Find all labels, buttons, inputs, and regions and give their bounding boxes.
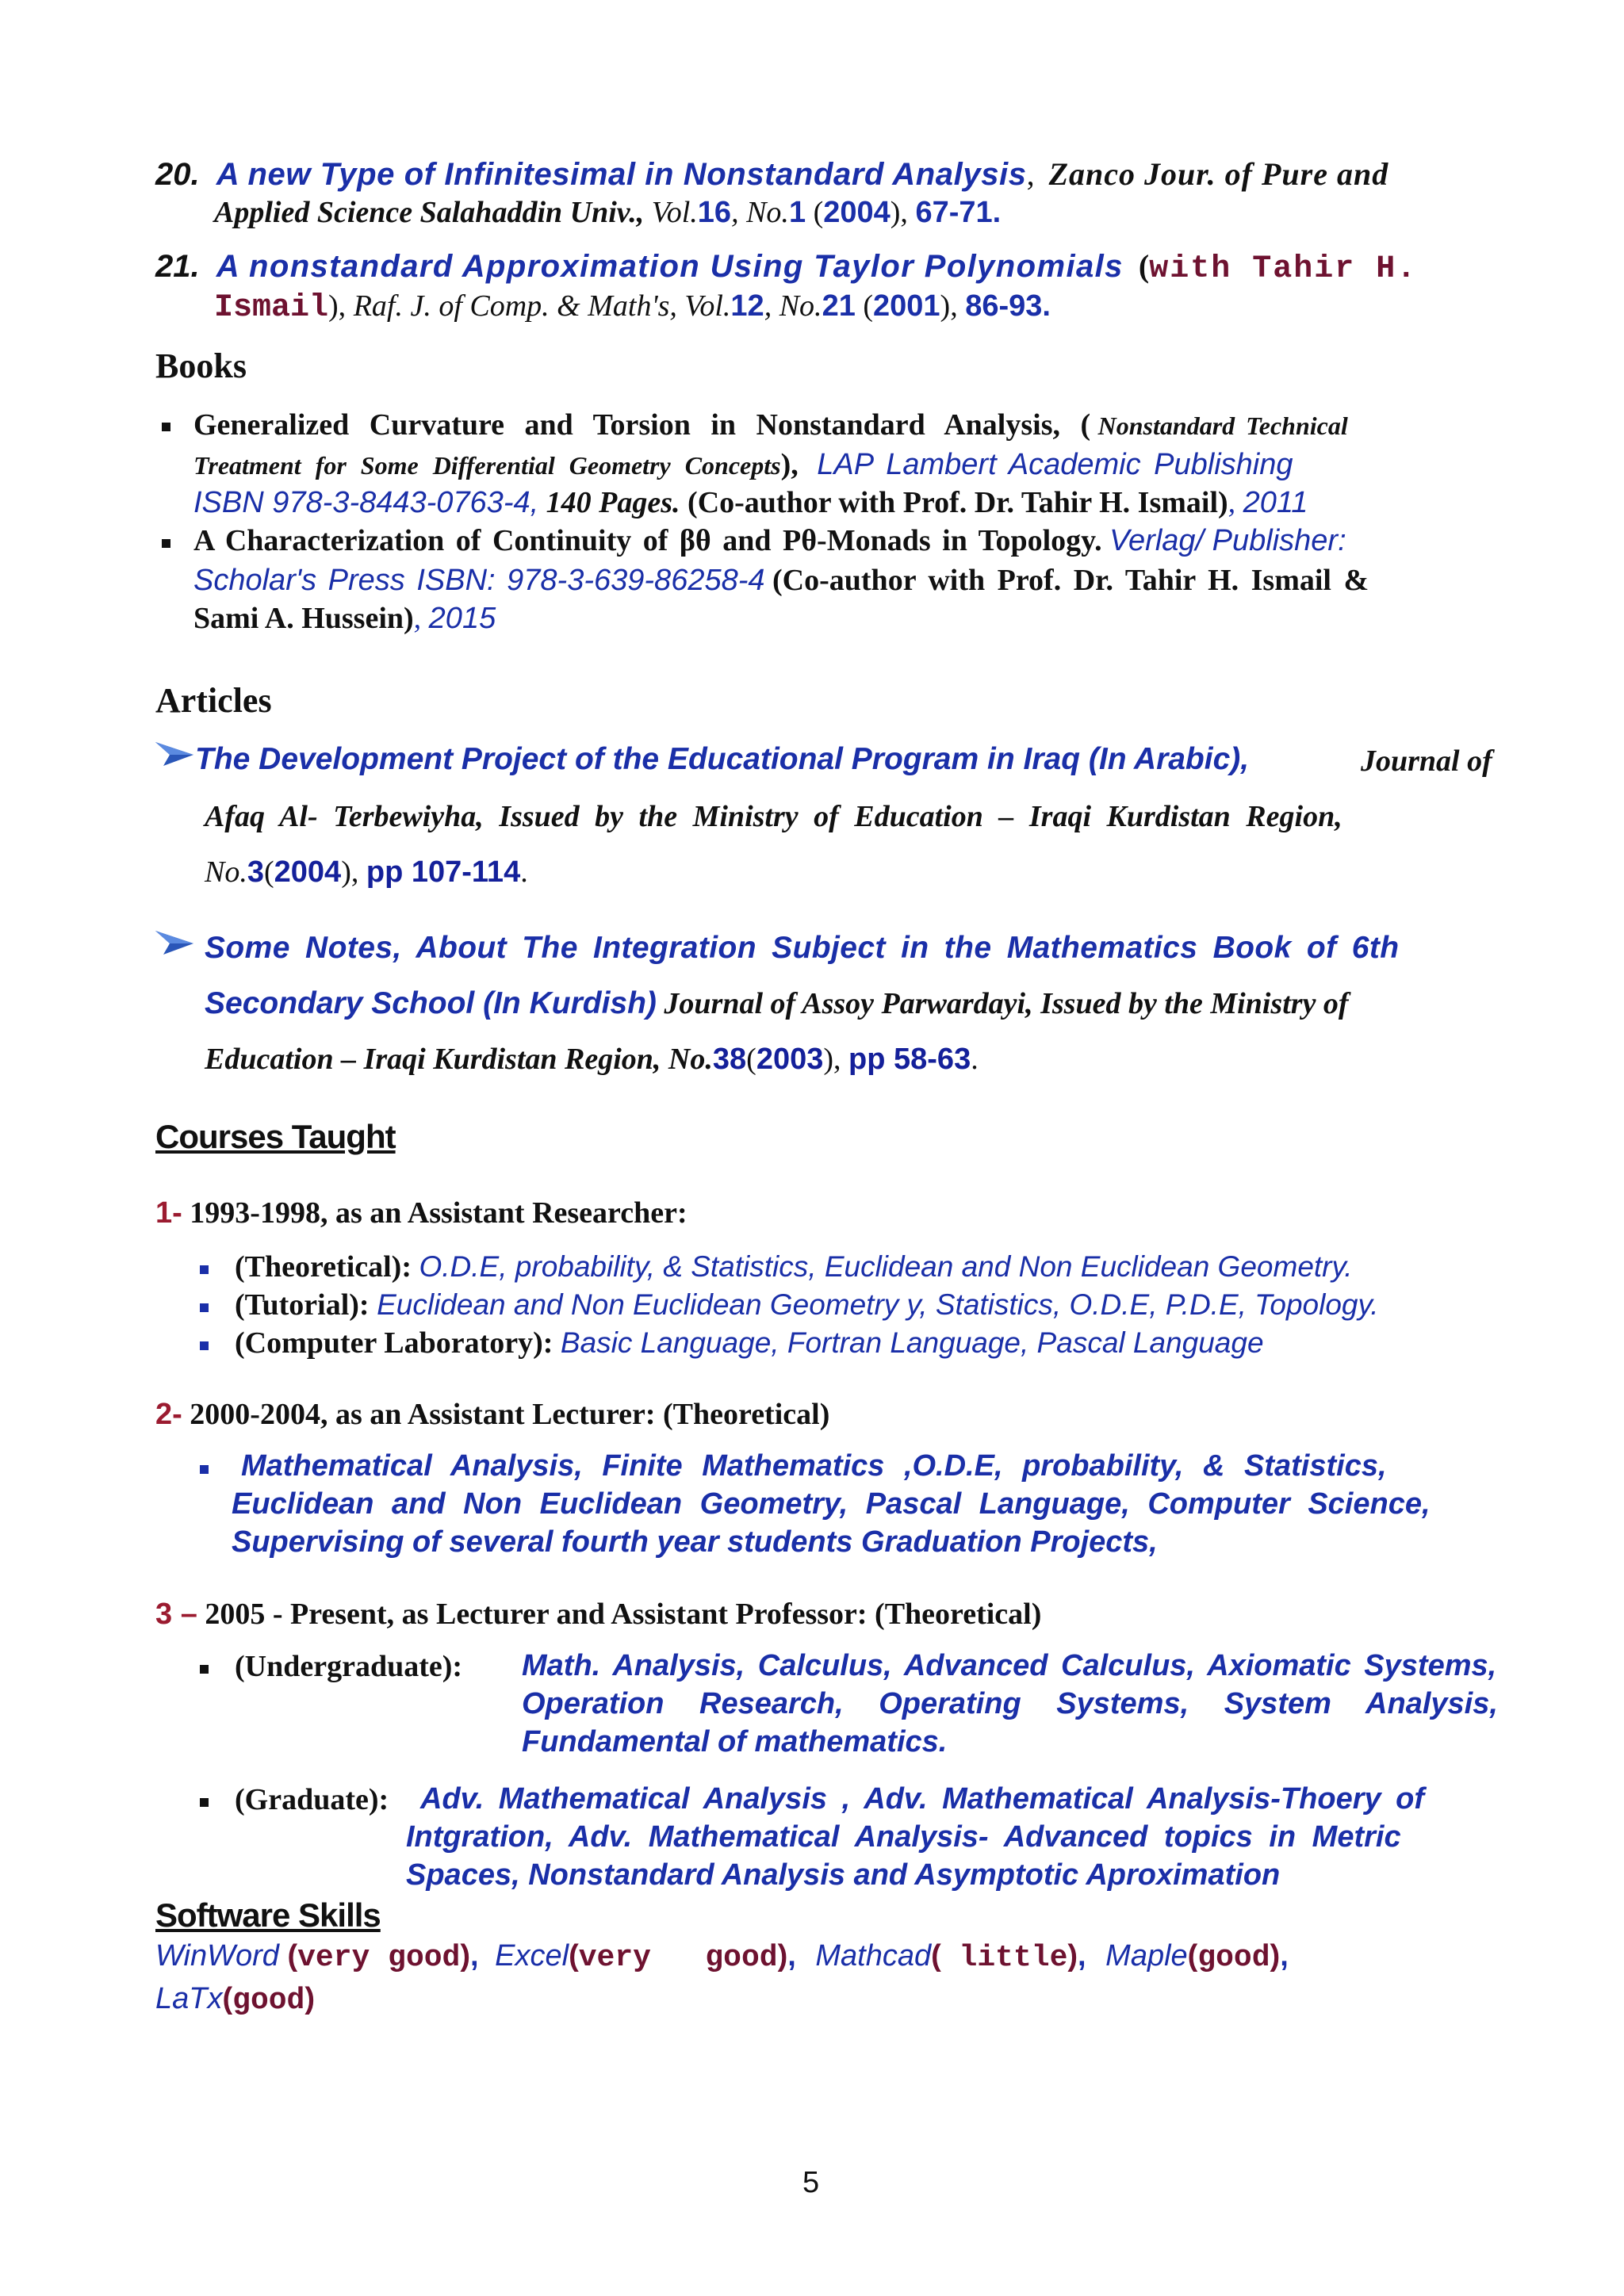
course-3-ug-label: (Undergraduate):	[235, 1650, 463, 1683]
course-2-header	[155, 1397, 829, 1432]
article-1-no-label: No.	[205, 855, 247, 889]
page-number: 5	[802, 2166, 820, 2199]
course-2-number: 2-	[155, 1398, 182, 1431]
pub-20-vol: 16	[697, 196, 732, 229]
pub-21-year: 2001	[873, 289, 940, 323]
software-item-1-name: WinWord	[155, 1939, 279, 1973]
pub-21-no-label: No.	[779, 289, 822, 323]
course-3-number: 3 –	[155, 1598, 197, 1631]
book-1-coauthor: (Co-author with Prof. Dr. Tahir H. Ismail)	[688, 486, 1228, 519]
course-3-ug-line-1: Math. Analysis, Calculus, Advanced Calculus, Axiomatic Systems,	[522, 1649, 1497, 1682]
pub-20-journal-cont: Applied Science Salahaddin Univ.,	[214, 196, 645, 229]
course-2-line-1: Mathematical Analysis, Finite Mathematics ,O.D.E, probability, & Statistics,	[241, 1449, 1387, 1483]
pub-21-title: A nonstandard Approximation Using Taylor Polynomials	[216, 249, 1124, 284]
course-1-item-3	[235, 1326, 1264, 1360]
course-3-ug-line-2: Operation Research, Operating Systems, System Analysis,	[522, 1687, 1498, 1720]
course-1-item-2-label: (Tutorial):	[235, 1288, 370, 1322]
course-1-item-3-value: Basic Language, Fortran Language, Pascal Language	[560, 1326, 1264, 1359]
article-2-journal-cont: Education – Iraqi Kurdistan Region, No.	[205, 1043, 713, 1076]
book-1-subtitle: Nonstandard Technical	[1097, 411, 1348, 440]
course-1-item-1	[235, 1249, 1353, 1284]
software-heading: Software Skills	[155, 1896, 381, 1934]
course-3-ug-bullet	[200, 1665, 209, 1674]
software-item-2-name: Excel	[495, 1939, 569, 1973]
software-item-4-level: good	[1197, 1941, 1270, 1975]
pub-20-line-1: 20. A new Type of Infinitesimal in Nonstandard Analysis, Zanco Jour. of Pure and	[155, 156, 1389, 192]
book-2-line-1	[193, 523, 1346, 558]
course-1-item-3-bullet	[200, 1341, 209, 1350]
book-1-bullet	[162, 423, 170, 431]
book-2-publisher-cont: Scholar's Press ISBN: 978-3-639-86258-4	[193, 564, 765, 597]
pub-21-number: 21.	[155, 249, 200, 284]
software-line-1: WinWord (very good), Excel(very good), Mathcad( little), Maple(good),	[155, 1939, 1289, 1975]
pub-21-line-1: 21. A nonstandard Approximation Using Taylor Polynomials (with Tahir H.	[155, 248, 1418, 287]
article-2-pages: pp 58-63	[848, 1043, 971, 1076]
pub-20-vol-label: Vol.	[651, 196, 698, 229]
book-1-year: 2011	[1243, 486, 1308, 519]
book-2-coauthor-cont: Sami A. Hussein)	[193, 602, 414, 635]
course-1-item-1-value: O.D.E, probability, & Statistics, Euclidean and Non Euclidean Geometry.	[419, 1250, 1353, 1283]
course-1-item-1-bullet	[200, 1265, 209, 1274]
course-1-item-2-bullet	[200, 1303, 209, 1312]
pub-20-line-2: Applied Science Salahaddin Univ., Vol.16, No.1 (2004), 67-71.	[214, 196, 1002, 229]
book-2-title: A Characterization of Continuity of βθ and Pθ-Monads in Topology.	[193, 524, 1102, 557]
software-item-1-level: very good	[297, 1941, 461, 1975]
article-2-line-2	[205, 986, 1349, 1021]
article-1-pages: pp 107-114	[366, 855, 521, 889]
course-3-gr-line-2: Intgration, Adv. Mathematical Analysis- Advanced topics in Metric	[406, 1820, 1401, 1854]
article-2-no: 38	[712, 1043, 747, 1076]
software-item-5-level: good	[232, 1984, 305, 2018]
book-1-isbn: ISBN 978-3-8443-0763-4,	[193, 486, 539, 519]
software-item-2-level: very good	[578, 1941, 778, 1975]
software-line-2: LaTx(good)	[155, 1982, 316, 2018]
books-heading: Books	[155, 346, 247, 385]
article-1-journal-cont: Afaq Al- Terbewiyha, Issued by the Ministry of Education – Iraqi Kurdistan Region,	[205, 800, 1342, 833]
course-3-gr-line-1: Adv. Mathematical Analysis , Adv. Mathematical Analysis-Thoery of	[420, 1782, 1425, 1816]
article-2-arrow-icon	[155, 929, 195, 956]
pub-20-year: 2004	[823, 196, 891, 229]
pub-21-vol-label: Vol.	[684, 289, 731, 323]
course-3-gr-line-3: Spaces, Nonstandard Analysis and Asymptotic Aproximation	[406, 1858, 1281, 1892]
book-1-line-2: Treatment for Some Differential Geometry Concepts), LAP Lambert Academic Publishing	[193, 448, 1293, 481]
course-2-label: 2000-2004, as an Assistant Lecturer: (Theoretical)	[190, 1398, 830, 1431]
course-1-item-2	[235, 1288, 1379, 1322]
book-1-subtitle-cont: Treatment for Some Differential Geometry Concepts	[193, 451, 781, 480]
book-2-coauthor: (Co-author with Prof. Dr. Tahir H. Ismail &	[772, 564, 1369, 597]
software-item-5-name: LaTx	[155, 1982, 223, 2015]
article-2-journal: Journal of Assoy Parwardayi, Issued by the Ministry of	[664, 987, 1349, 1020]
article-2-year: 2003	[756, 1043, 824, 1076]
pub-21-no: 21	[822, 289, 856, 323]
course-3-gr-bullet	[200, 1798, 209, 1807]
article-2-line-3: Education – Iraqi Kurdistan Region, No.38(2003), pp 58-63.	[205, 1043, 979, 1076]
course-1-item-2-value: Euclidean and Non Euclidean Geometry y, Statistics, O.D.E, P.D.E, Topology.	[377, 1288, 1379, 1321]
pub-21-coauthor: with Tahir H.	[1149, 251, 1418, 287]
pub-20-pages: 67-71.	[915, 196, 1002, 229]
courses-heading: Courses Taught	[155, 1118, 396, 1155]
book-1-pages: 140 Pages.	[546, 486, 680, 519]
article-1-arrow-icon	[155, 740, 195, 767]
article-1-title: The Development Project of the Educational Program in Iraq (In Arabic),	[195, 742, 1250, 776]
article-2-title: Some Notes, About The Integration Subject in the Mathematics Book of 6th	[205, 931, 1400, 965]
pub-21-journal: Raf. J. of Comp. & Math's,	[353, 289, 677, 323]
article-1-year: 2004	[274, 855, 342, 889]
book-1-publisher: LAP Lambert Academic Publishing	[817, 448, 1293, 481]
software-item-3-level: little	[940, 1941, 1068, 1975]
book-1-line-1	[193, 408, 1348, 442]
course-2-line-2: Euclidean and Non Euclidean Geometry, Pascal Language, Computer Science,	[232, 1487, 1431, 1521]
pub-20-title: A new Type of Infinitesimal in Nonstandard Analysis	[216, 157, 1027, 192]
course-1-item-1-label: (Theoretical):	[235, 1250, 412, 1284]
book-2-bullet	[162, 539, 170, 548]
pub-20-no: 1	[788, 196, 806, 229]
pub-21-coauthor-cont: Ismail	[214, 290, 329, 326]
course-3-gr-label: (Graduate):	[235, 1783, 389, 1816]
pub-21-vol: 12	[730, 289, 764, 323]
course-2-bullet	[200, 1465, 209, 1474]
book-2-line-3: Sami A. Hussein), 2015	[193, 602, 496, 635]
software-item-4-name: Maple	[1105, 1939, 1188, 1973]
pub-20-journal: Zanco Jour. of Pure and	[1048, 156, 1389, 192]
book-2-year: 2015	[428, 602, 496, 635]
pub-21-line-2: Ismail), Raf. J. of Comp. & Math's, Vol.12, No.21 (2001), 86-93.	[214, 289, 1051, 326]
pub-20-no-label: No.	[746, 196, 789, 229]
course-1-number: 1-	[155, 1196, 182, 1230]
course-3-ug-line-3: Fundamental of mathematics.	[522, 1725, 948, 1758]
course-1-label: 1993-1998, as an Assistant Researcher:	[190, 1196, 688, 1230]
book-2-publisher: Verlag/ Publisher:	[1109, 524, 1346, 557]
pub-21-pages: 86-93.	[965, 289, 1051, 323]
article-1-journal: Journal of	[1361, 744, 1492, 778]
article-1-no: 3	[247, 855, 264, 889]
article-1-line-3: No.3(2004), pp 107-114.	[205, 855, 528, 889]
articles-heading: Articles	[155, 681, 272, 720]
article-2-title-cont: Secondary School (In Kurdish)	[205, 986, 657, 1020]
course-1-item-3-label: (Computer Laboratory):	[235, 1326, 553, 1360]
book-1-title: Generalized Curvature and Torsion in Nonstandard Analysis, (	[193, 408, 1091, 442]
book-2-line-2	[193, 563, 1369, 598]
software-item-3-name: Mathcad	[815, 1939, 932, 1973]
course-2-line-3: Supervising of several fourth year students Graduation Projects,	[232, 1525, 1158, 1559]
course-3-header	[155, 1597, 1041, 1632]
pub-20-number: 20.	[155, 157, 200, 192]
course-1-header	[155, 1196, 688, 1230]
book-1-line-3: ISBN 978-3-8443-0763-4, 140 Pages. (Co-author with Prof. Dr. Tahir H. Ismail), 2011	[193, 486, 1308, 519]
course-3-label: 2005 - Present, as Lecturer and Assistant Professor: (Theoretical)	[205, 1598, 1042, 1631]
